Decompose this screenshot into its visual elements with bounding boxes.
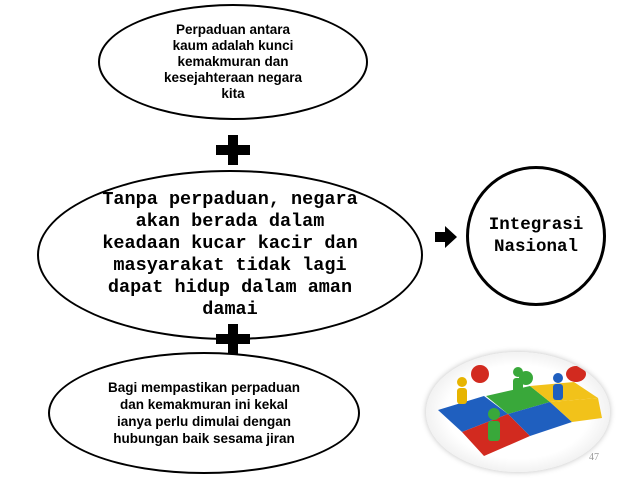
puzzle-people-illustration [426, 352, 610, 472]
condition-line: hubungan baik sesama jiran [113, 431, 295, 446]
premise-line: kita [221, 86, 245, 101]
plus-icon [216, 324, 250, 354]
premise-line: kemakmuran dan [177, 54, 289, 69]
consequence-line: akan berada dalam [135, 211, 325, 232]
puzzle-illustration-svg [426, 352, 610, 472]
premise-ellipse [98, 4, 368, 120]
person-figure [513, 367, 523, 394]
consequence-line: keadaan kucar kacir dan [102, 233, 358, 254]
consequence-line: masyarakat tidak lagi [113, 255, 347, 276]
red-puzzle-knob [566, 366, 586, 382]
plus-icon [216, 135, 250, 165]
consequence-text [102, 189, 357, 321]
page-number: 47 [589, 452, 599, 463]
premise-text [164, 22, 302, 102]
person-figure [488, 408, 500, 441]
premise-line: kesejahteraan negara [163, 70, 303, 85]
person-figure [457, 377, 467, 404]
condition-line: Bagi mempastikan perpaduan [107, 380, 301, 395]
premise-line: kaum adalah kunci [172, 38, 294, 53]
condition-text [108, 379, 300, 447]
result-text [489, 214, 584, 258]
result-line: Nasional [493, 237, 578, 257]
consequence-line: Tanpa perpaduan, negara [102, 189, 358, 210]
consequence-line: dapat hidup dalam aman [107, 277, 353, 298]
condition-ellipse [48, 352, 360, 474]
result-circle [466, 166, 606, 306]
premise-line: Perpaduan antara [175, 22, 291, 37]
result-line: Integrasi [488, 215, 584, 235]
condition-line: ianya perlu dimulai dengan [116, 414, 292, 429]
red-puzzle-knob [471, 365, 489, 383]
person-figure [553, 373, 563, 400]
consequence-line: damai [202, 299, 258, 320]
condition-line: dan kemakmuran ini kekal [119, 397, 289, 412]
consequence-ellipse [37, 170, 423, 340]
arrow-right-icon [435, 226, 457, 248]
